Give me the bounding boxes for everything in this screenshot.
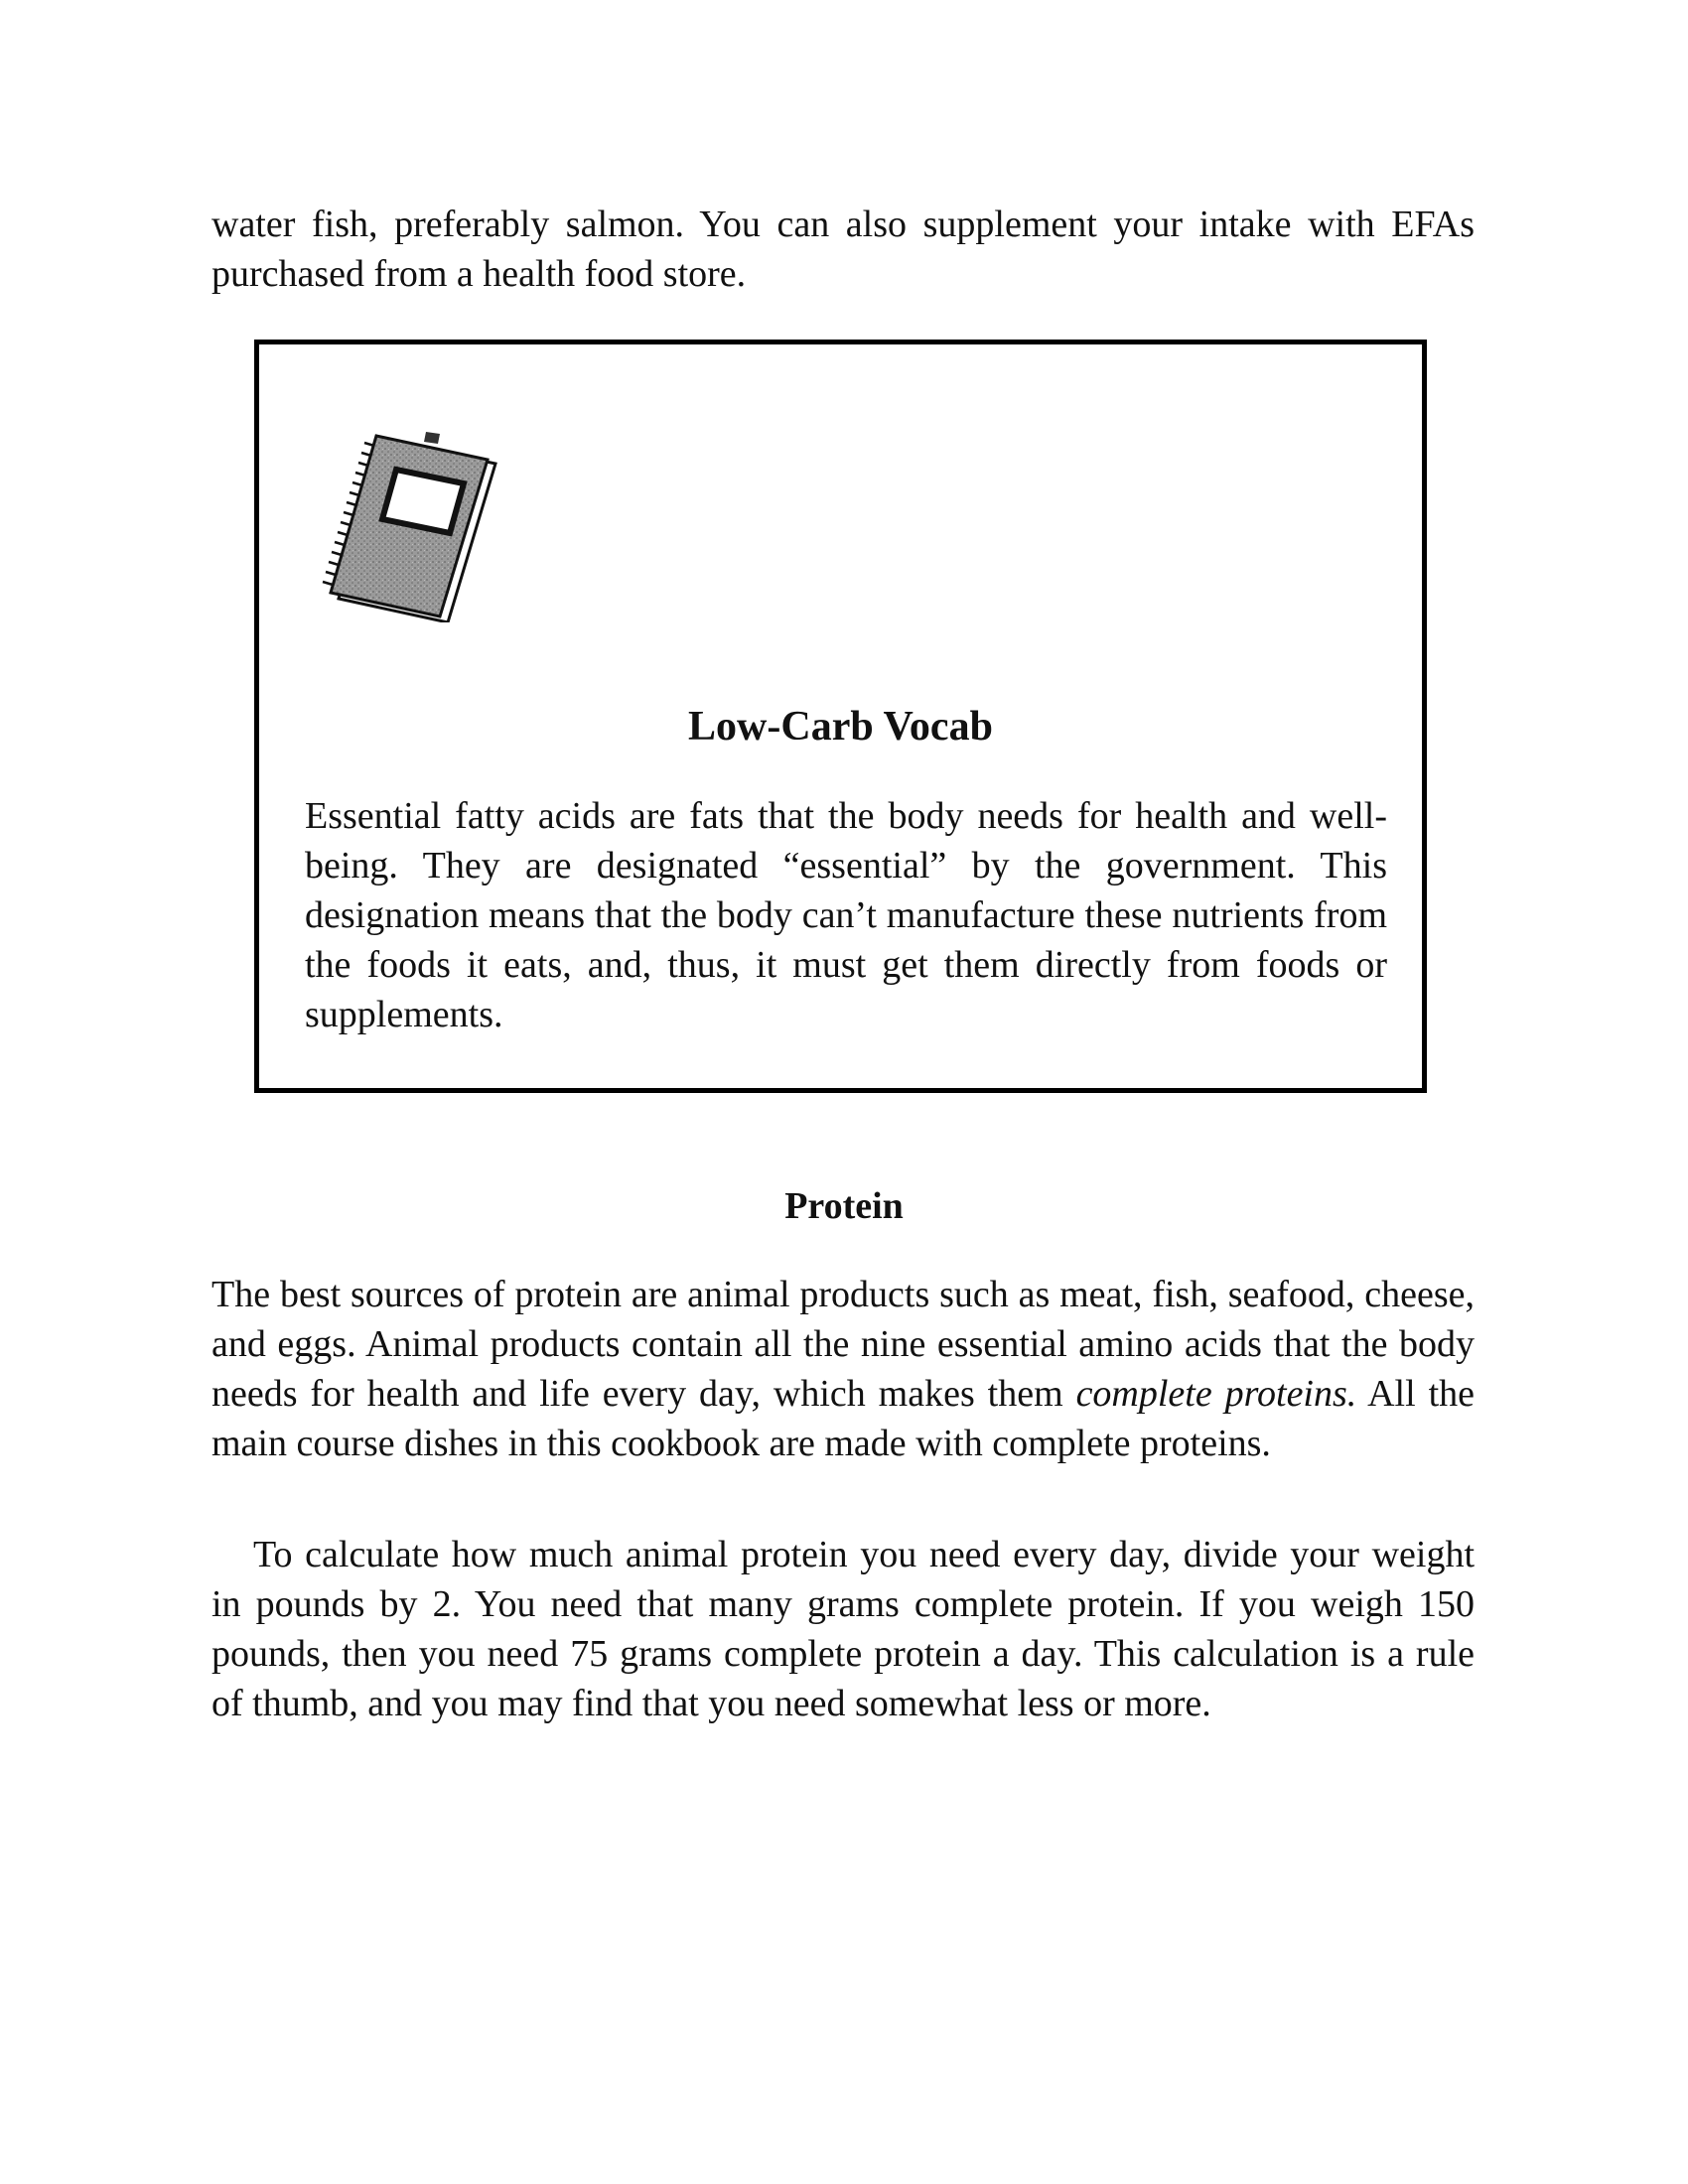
protein-paragraph-1-text: The best sources of protein are animal products such as meat, fish, seafood, cheese, and eggs. Animal products contain all the nine essential amino acids that the body needs for health and life every day, which makes them xyxy=(211,1274,1475,1415)
protein-paragraph-2: To calculate how much animal protein you need every day, divide your weight in pounds by 2. You need that many grams complete protein. If you weigh 150 pounds, then you need 75 grams complete protein a day. This calculation is a rule of thumb, and you may find that you need somewhat less or more. xyxy=(211,1534,1475,1724)
intro-paragraph: water fish, preferably salmon. You can also supplement your intake with EFAs purchased from a health food store. xyxy=(211,204,1475,295)
notebook-icon xyxy=(319,424,507,622)
complete-proteins-emphasis: complete proteins. xyxy=(1075,1373,1357,1415)
section-heading-protein: Protein xyxy=(784,1185,904,1227)
vocab-box-title: Low-Carb Vocab xyxy=(688,704,993,750)
protein-paragraph-1 xyxy=(211,1270,1475,1468)
vocab-box-definition: Essential fatty acids are fats that the body needs for health and well-being. They are designated “essential” by the government. This designation means that the body can’t manufacture these nutrients from the foods it eats, and, thus, it must get them directly from foods or supplements. xyxy=(305,795,1387,1035)
vocab-sidebar-box xyxy=(254,340,1427,1093)
protein-paragraph-1-text-end: All the main course dishes in this cookbook are made with complete proteins. xyxy=(211,1373,1476,1464)
